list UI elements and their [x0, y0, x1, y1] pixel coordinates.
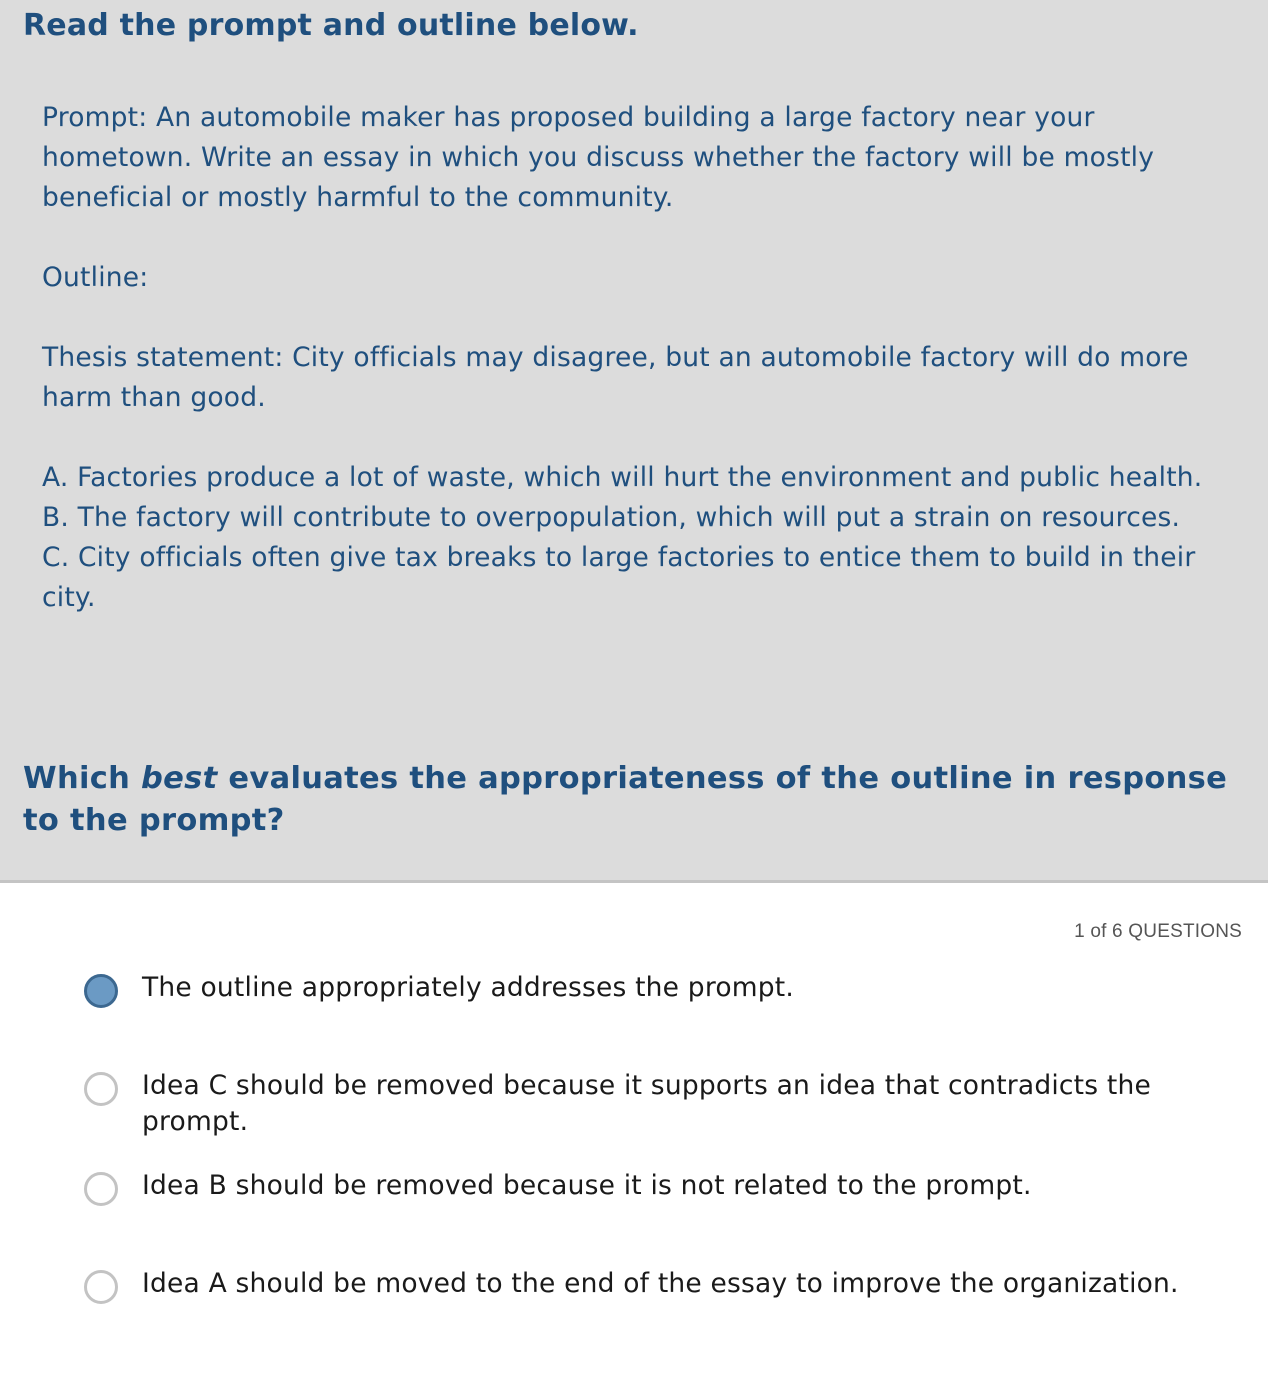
- answer-choice-text: Idea A should be moved to the end of the essay to improve the organization.: [142, 1268, 1179, 1299]
- prompt-text: Prompt: An automobile maker has proposed building a large factory near your hometown. Write an essay in which you discuss whether the factory will be mostly beneficial or mostly harmful to the community.: [42, 102, 1155, 213]
- radio-button[interactable]: [84, 1072, 118, 1106]
- instruction-heading: Read the prompt and outline below.: [23, 8, 639, 43]
- stem-end: evaluates the appropriateness of the outline in response to the prompt?: [23, 761, 1228, 838]
- outline-label: Outline:: [42, 262, 149, 293]
- outline-idea-b: B. The factory will contribute to overpopulation, which will put a strain on resources.: [42, 502, 1181, 533]
- outline-idea-a: A. Factories produce a lot of waste, which will hurt the environment and public health.: [42, 462, 1203, 493]
- thesis-statement: Thesis statement: City officials may disagree, but an automobile factory will do more harm than good.: [42, 342, 1189, 413]
- radio-button[interactable]: [84, 1270, 118, 1304]
- outline-idea-c: C. City officials often give tax breaks to large factories to entice them to build in their city.: [42, 542, 1196, 613]
- stem-start: Which: [23, 761, 142, 796]
- radio-button[interactable]: [84, 1172, 118, 1206]
- answer-choice-text: The outline appropriately addresses the prompt.: [142, 972, 794, 1003]
- stem-emphasis: best: [141, 761, 218, 796]
- question-counter: 1 of 6 QUESTIONS: [1074, 921, 1242, 942]
- question-stem: [23, 758, 1253, 842]
- answer-choice-text: Idea B should be removed because it is not related to the prompt.: [142, 1170, 1032, 1201]
- radio-button-selected[interactable]: [84, 974, 118, 1008]
- answer-choice-text: Idea C should be removed because it supports an idea that contradicts the prompt.: [142, 1070, 1151, 1137]
- passage: [42, 98, 1242, 618]
